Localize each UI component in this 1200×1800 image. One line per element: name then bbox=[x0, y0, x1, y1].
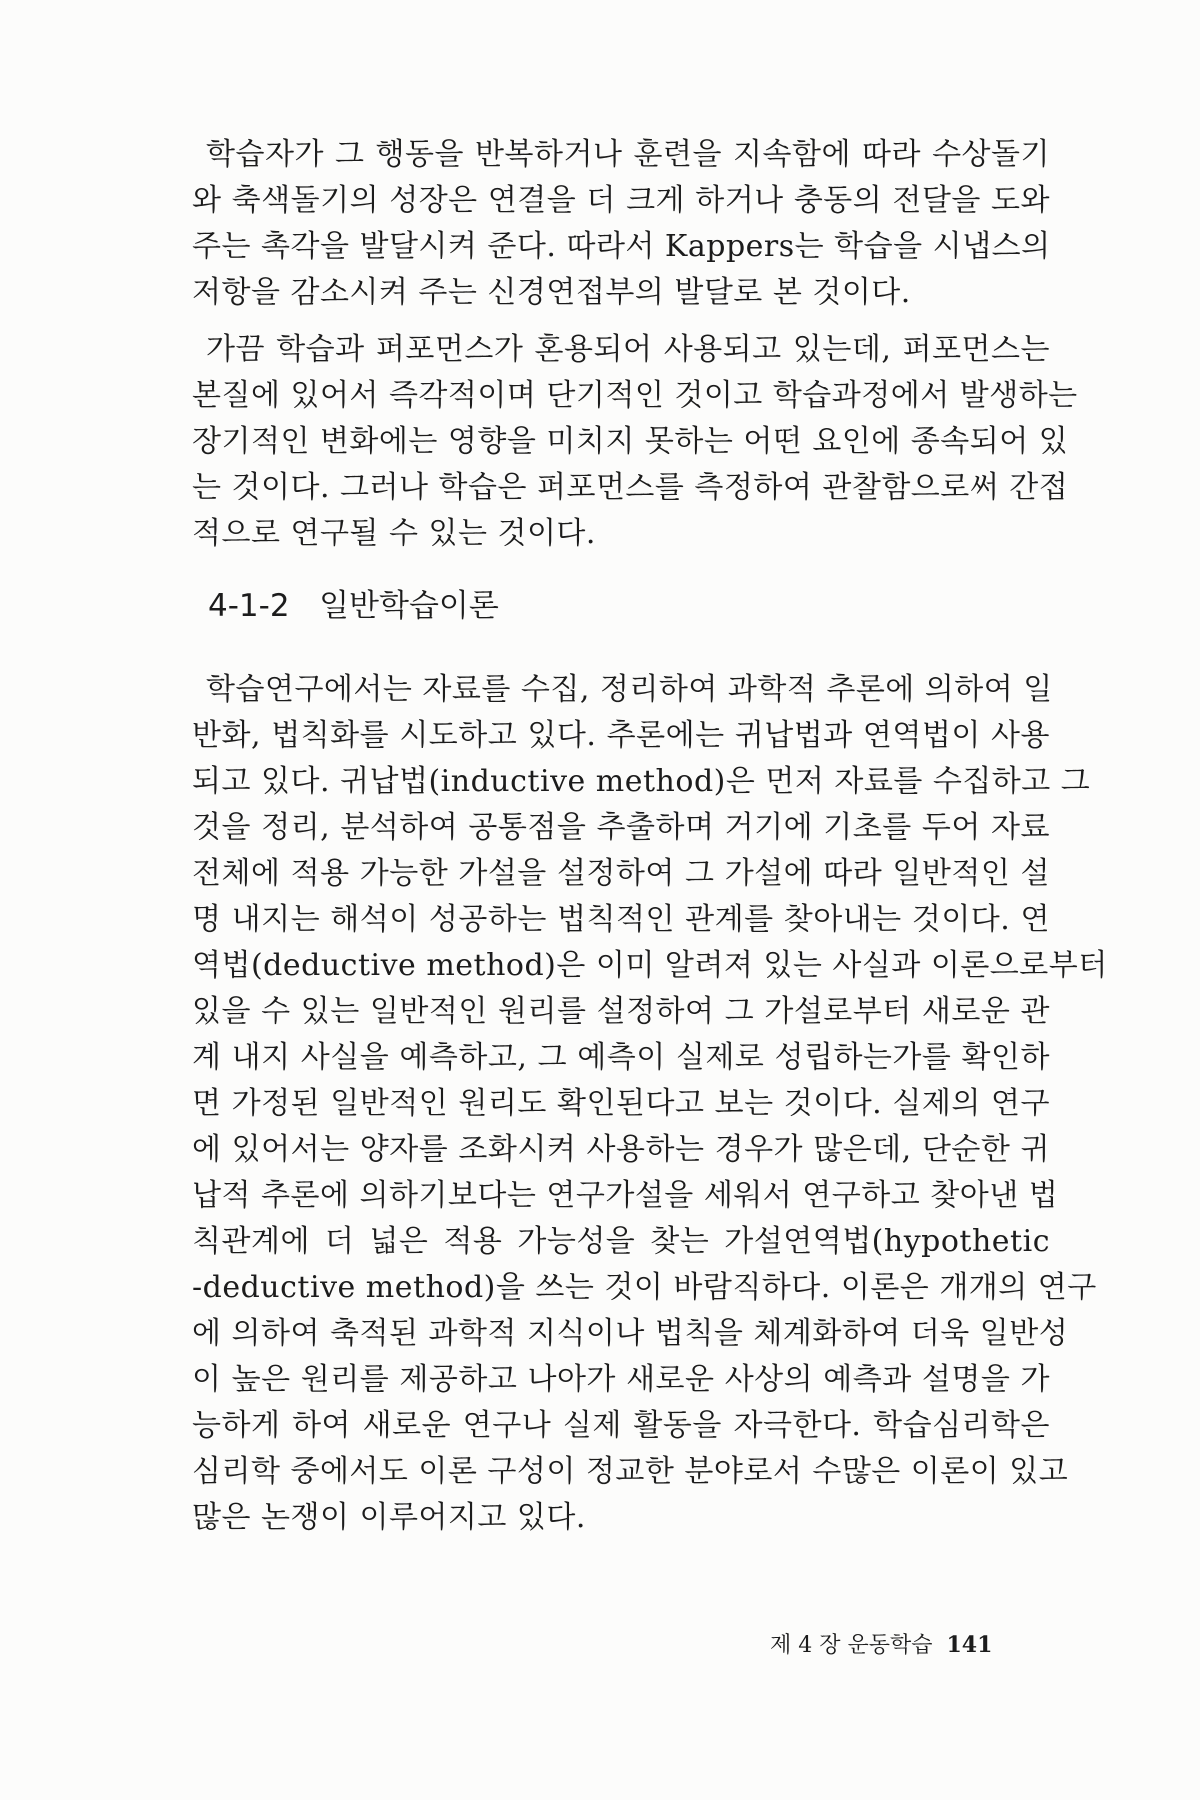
text-line: 것을 정리, 분석하여 공통점을 추출하며 거기에 기초를 두어 자료 bbox=[192, 810, 1050, 845]
text-line: 계 내지 사실을 예측하고, 그 예측이 실제로 성립하는가를 확인하 bbox=[192, 1040, 1050, 1075]
text-line: 저항을 감소시켜 주는 신경연접부의 발달로 본 것이다. bbox=[192, 275, 911, 310]
section-heading bbox=[208, 586, 499, 626]
text-line: 본질에 있어서 즉각적이며 단기적인 것이고 학습과정에서 발생하는 bbox=[192, 378, 1078, 413]
section-number: 4-1-2 bbox=[208, 588, 290, 624]
text-line: 명 내지는 해석이 성공하는 법칙적인 관계를 찾아내는 것이다. 연 bbox=[192, 902, 1050, 937]
text-line: 되고 있다. 귀납법(inductive method)은 먼저 자료를 수집하고 그 bbox=[192, 764, 1091, 799]
text-line: 반화, 법칙화를 시도하고 있다. 추론에는 귀납법과 연역법이 사용 bbox=[192, 718, 1050, 753]
text-line: 역법(deductive method)은 이미 알려져 있는 사실과 이론으로부터 bbox=[192, 948, 1108, 983]
text-line: 적으로 연구될 수 있는 것이다. bbox=[192, 516, 596, 551]
text-line: 에 있어서는 양자를 조화시켜 사용하는 경우가 많은데, 단순한 귀 bbox=[192, 1132, 1050, 1167]
text-line: 이 높은 원리를 제공하고 나아가 새로운 사상의 예측과 설명을 가 bbox=[192, 1362, 1050, 1397]
text-line: 와 축색돌기의 성장은 연결을 더 크게 하거나 충동의 전달을 도와 bbox=[192, 183, 1050, 218]
text-line: 전체에 적용 가능한 가설을 설정하여 그 가설에 따라 일반적인 설 bbox=[192, 856, 1050, 891]
text-line: 납적 추론에 의하기보다는 연구가설을 세워서 연구하고 찾아낸 법 bbox=[192, 1178, 1059, 1213]
text-line: 학습연구에서는 자료를 수집, 정리하여 과학적 추론에 의하여 일 bbox=[206, 672, 1053, 707]
text-line: 학습자가 그 행동을 반복하거나 훈련을 지속함에 따라 수상돌기 bbox=[206, 137, 1050, 172]
paragraph-2 bbox=[192, 327, 1078, 557]
chapter-running-head: 제 4 장 운동학습 bbox=[770, 1633, 933, 1658]
page-footer bbox=[770, 1630, 992, 1661]
text-line: 능하게 하여 새로운 연구나 실제 활동을 자극한다. 학습심리학은 bbox=[192, 1408, 1050, 1443]
text-line: 가끔 학습과 퍼포먼스가 혼용되어 사용되고 있는데, 퍼포먼스는 bbox=[206, 332, 1050, 367]
section-title: 일반학습이론 bbox=[319, 588, 499, 624]
text-line: 있을 수 있는 일반적인 원리를 설정하여 그 가설로부터 새로운 관 bbox=[192, 994, 1050, 1029]
text-line: 장기적인 변화에는 영향을 미치지 못하는 어떤 요인에 종속되어 있 bbox=[192, 424, 1069, 459]
paragraph-3 bbox=[192, 667, 1108, 1541]
text-line: 에 의하여 축적된 과학적 지식이나 법칙을 체계화하여 더욱 일반성 bbox=[192, 1316, 1069, 1351]
text-line: 는 것이다. 그러나 학습은 퍼포먼스를 측정하여 관찰함으로써 간접 bbox=[192, 470, 1069, 505]
paragraph-1 bbox=[192, 132, 1050, 316]
text-line: 칙관계에 더 넓은 적용 가능성을 찾는 가설연역법(hypothetic bbox=[192, 1224, 1050, 1259]
text-line: 면 가정된 일반적인 원리도 확인된다고 보는 것이다. 실제의 연구 bbox=[192, 1086, 1050, 1121]
text-line: -deductive method)을 쓰는 것이 바람직하다. 이론은 개개의 연구 bbox=[192, 1270, 1097, 1305]
text-line: 심리학 중에서도 이론 구성이 정교한 분야로서 수많은 이론이 있고 bbox=[192, 1454, 1069, 1489]
text-line: 많은 논쟁이 이루어지고 있다. bbox=[192, 1500, 586, 1535]
page-number: 141 bbox=[946, 1632, 993, 1658]
text-line: 주는 촉각을 발달시켜 준다. 따라서 Kappers는 학습을 시냅스의 bbox=[192, 229, 1051, 264]
